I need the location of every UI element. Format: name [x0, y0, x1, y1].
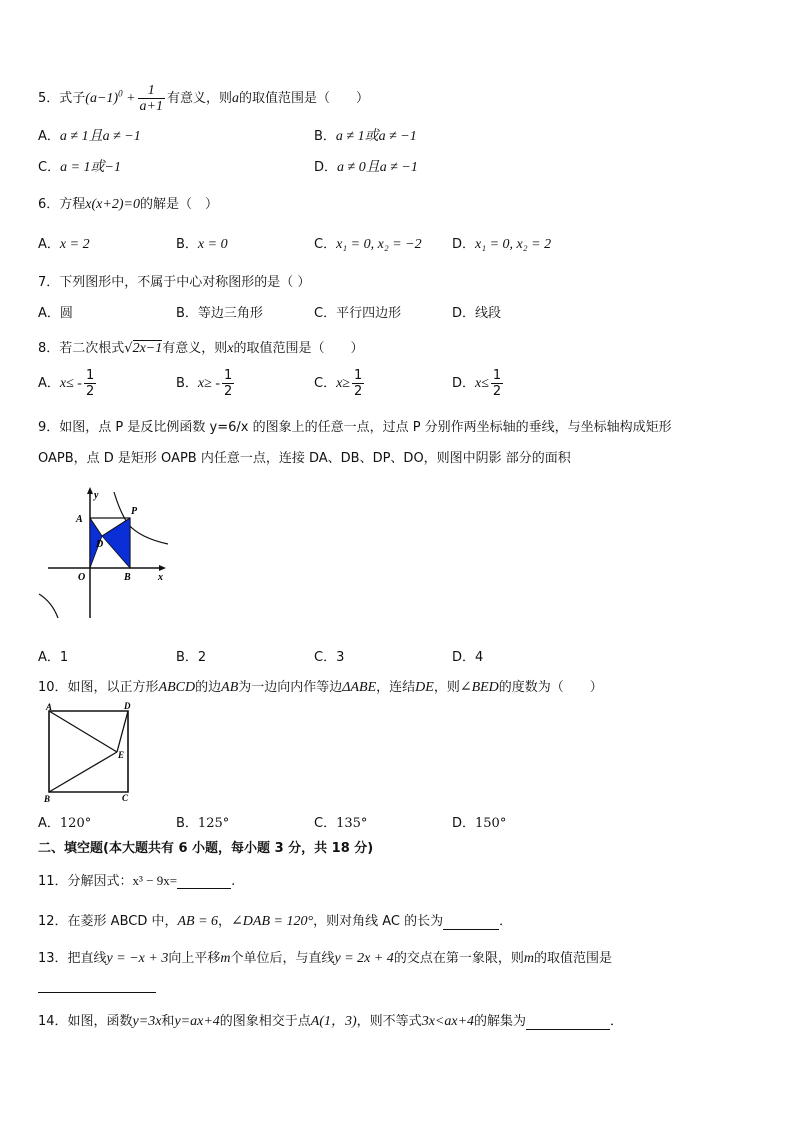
question-10: 10．如图，以正方形ABCD的边AB为一边向内作等边ΔABE，连结DE，则∠BED的度数为（ ） — [38, 680, 603, 695]
q10-option-b[interactable]: B．125° — [176, 816, 230, 831]
q9-option-c[interactable]: C．3 — [314, 650, 345, 665]
q6-equation: x(x+2)=0 — [85, 197, 140, 212]
q6-option-a[interactable]: A．x = 2 — [38, 237, 90, 252]
question-14: 14．如图，函数y=3x和y=ax+4的图象相交于点A(1，3)，则不等式3x<ax+4的解集为 ． — [38, 1014, 624, 1029]
q14-answer-blank[interactable] — [526, 1014, 610, 1030]
q10-label-a: A — [46, 702, 53, 712]
q7-option-a[interactable]: A．圆 — [38, 306, 73, 321]
q5-number: 5． — [38, 91, 60, 106]
q12-answer-blank[interactable] — [443, 914, 499, 930]
q10-option-d[interactable]: D．150° — [452, 816, 507, 831]
q8-option-a[interactable]: A．x≤ - $\frac{1}{2}$ — [38, 368, 95, 399]
question-9-line1: 9．如图，点 P 是反比例函数 y=6/x 的图象上的任意一点，过点 P 分别作两坐标轴的垂线，与坐标轴构成矩形 — [38, 420, 672, 435]
q9-label-x: x — [158, 572, 163, 583]
q8-radicand: 2x−1 — [132, 341, 163, 356]
q8-option-d[interactable]: D．x≤ $\frac{1}{2}$ — [452, 368, 502, 399]
question-9-line2: OAPB，点 D 是矩形 OAPB 内任意一点，连接 DA、DB、DP、DO，则图中阴影 部分的面积 — [38, 451, 571, 466]
q11-answer-blank[interactable] — [177, 873, 231, 889]
q9-option-b[interactable]: B．2 — [176, 650, 207, 665]
question-8: 8．若二次根式√2x−1有意义，则x的取值范围是（ ） — [38, 341, 364, 356]
question-12: 12．在菱形 ABCD 中，AB = 6，∠DAB = 120°，则对角线 AC 的长为 ． — [38, 914, 513, 929]
q6-option-b[interactable]: B．x = 0 — [176, 237, 228, 252]
q10-option-c[interactable]: C．135° — [314, 816, 368, 831]
q9-label-p: P — [131, 506, 138, 517]
question-13: 13．把直线y = −x + 3向上平移m个单位后，与直线y = 2x + 4的交点在第一象限，则m的取值范围是 — [38, 951, 612, 966]
q5-expression: $(a-1)^0$ + — [85, 88, 136, 106]
q9-label-d: D — [96, 539, 104, 550]
q10-label-b: B — [44, 794, 51, 804]
section-heading: 二、填空题(本大题共有 6 小题，每小题 3 分，共 18 分) — [38, 841, 374, 856]
q5-option-c[interactable]: C．a = 1或−1 — [38, 160, 121, 175]
q7-option-c[interactable]: C．平行四边形 — [314, 306, 402, 321]
q9-label-y: y — [94, 490, 99, 501]
q9-label-o: O — [78, 572, 86, 583]
q9-label-a: A — [76, 514, 83, 525]
q9-option-d[interactable]: D．4 — [452, 650, 484, 665]
q8-option-b[interactable]: B．x≥ - $\frac{1}{2}$ — [176, 368, 233, 399]
q5-fraction: $\frac{1}{a+1}$ — [139, 83, 163, 114]
q5-option-d[interactable]: D．a ≠ 0且a ≠ −1 — [314, 160, 418, 175]
question-11: 11．分解因式：x³ − 9x= . — [38, 873, 236, 889]
q5-option-a[interactable]: A．a ≠ 1且a ≠ −1 — [38, 129, 141, 144]
q8-radical: √ — [124, 341, 133, 356]
q7-option-d[interactable]: D．线段 — [452, 306, 502, 321]
q9-label-b: B — [124, 572, 131, 583]
question-6: 6．方程x(x+2)=0的解是（ ） — [38, 197, 218, 212]
q9-option-a[interactable]: A．1 — [38, 650, 69, 665]
q10-label-c: C — [122, 793, 129, 803]
q6-option-d[interactable]: D．x₁ = 0, x₂ = 2 — [452, 237, 552, 252]
q7-option-b[interactable]: B．等边三角形 — [176, 306, 263, 321]
q13-answer-blank[interactable] — [38, 978, 156, 993]
q10-label-d: D — [124, 701, 131, 711]
q10-figure — [40, 700, 140, 806]
q10-label-e: E — [118, 750, 125, 760]
q5-option-b[interactable]: B．a ≠ 1或a ≠ −1 — [314, 129, 417, 144]
q8-option-c[interactable]: C．x≥ $\frac{1}{2}$ — [314, 368, 363, 399]
q6-option-c[interactable]: C．x₁ = 0, x₂ = −2 — [314, 237, 422, 252]
question-7: 7．下列图形中，不属于中心对称图形的是（ ） — [38, 275, 311, 290]
q9-figure — [36, 484, 176, 626]
question-5: 5．式子$(a-1)^0$ + $\frac{1}{a+1}$ 有意义，则a的取值范围是（ ） — [38, 83, 370, 114]
q10-option-a[interactable]: A．120° — [38, 816, 92, 831]
